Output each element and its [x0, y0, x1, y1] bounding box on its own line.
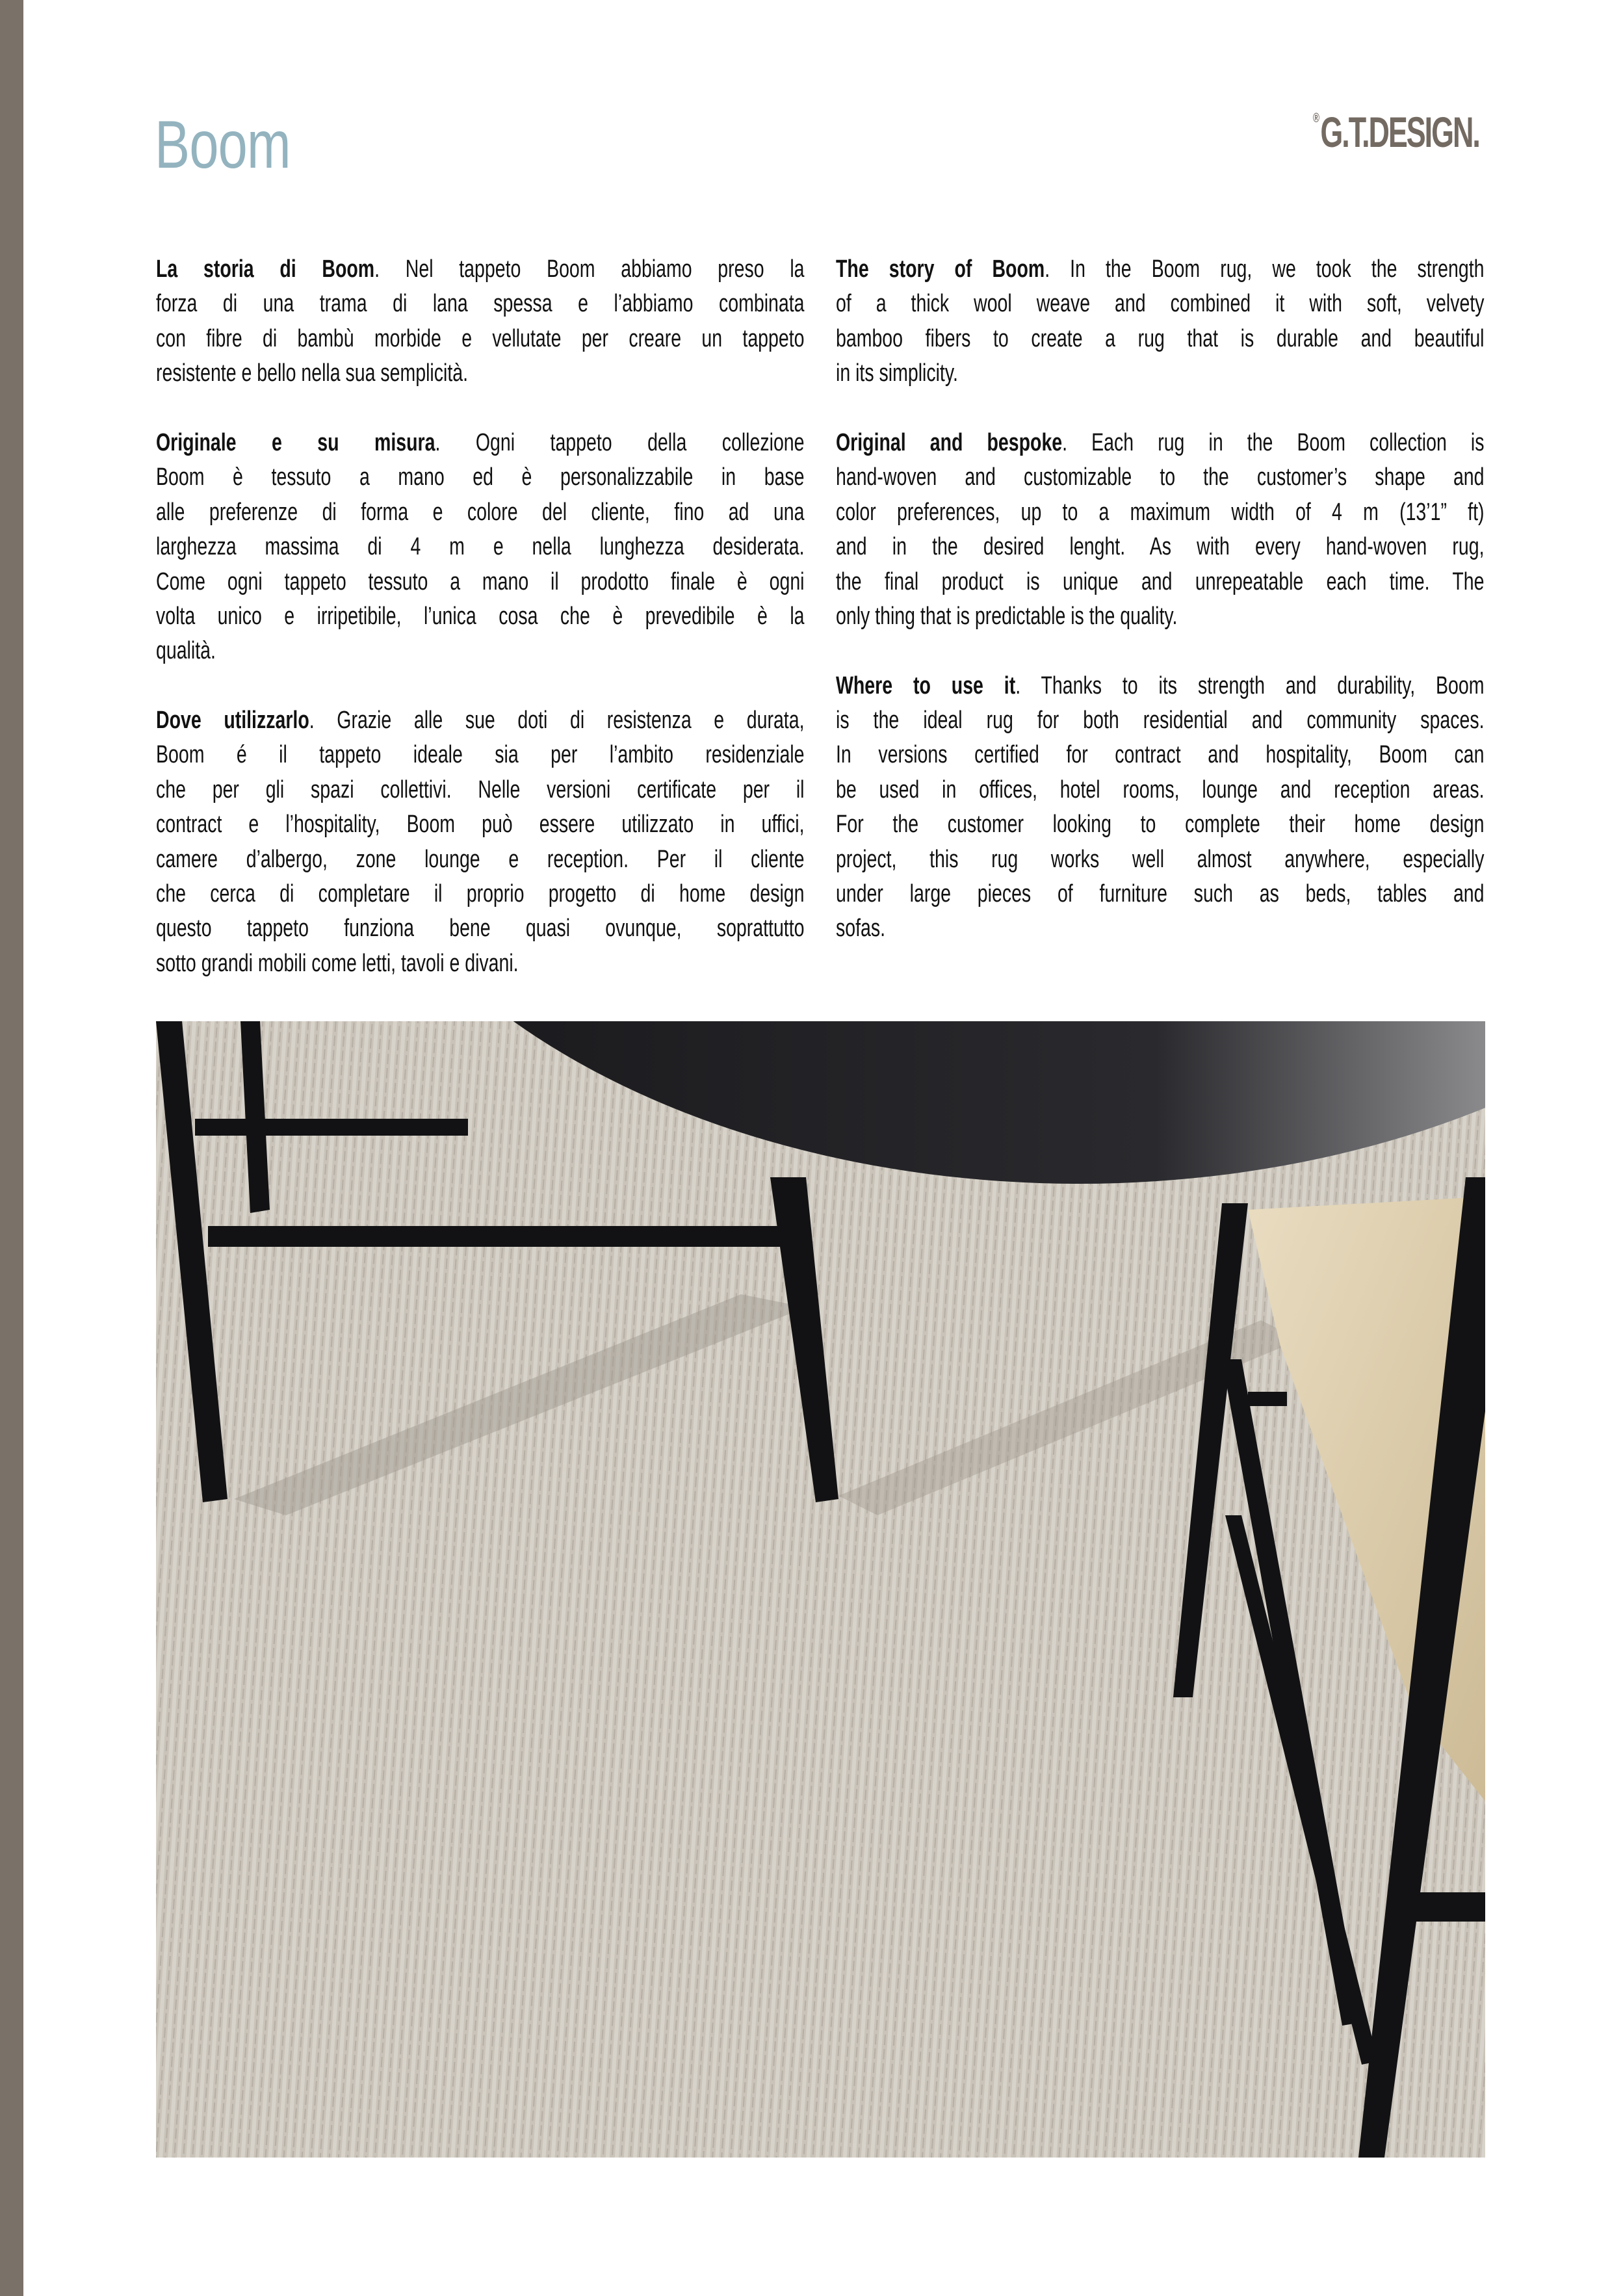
text-line — [156, 252, 805, 287]
product-photo — [156, 1021, 1485, 2158]
text-line — [836, 877, 1485, 911]
text-line — [156, 460, 805, 495]
paragraph — [836, 252, 1485, 391]
paragraph — [836, 426, 1485, 634]
line-text: . Thanks to its strength and durability, Boom — [1015, 672, 1485, 699]
text-line — [836, 911, 1485, 946]
text-line — [836, 807, 1485, 842]
text-line — [836, 669, 1485, 703]
line-text: contract e l’hospitality, Boom può essere utilizzato in uffici, — [156, 811, 805, 839]
paragraph — [156, 426, 805, 669]
rug-table-chairs-image — [156, 1021, 1485, 2158]
text-line — [156, 807, 805, 842]
text-line — [156, 634, 805, 668]
line-text: the final product is unique and unrepeatable each time. The — [836, 567, 1485, 595]
text-line — [156, 738, 805, 772]
text-line — [836, 252, 1485, 287]
paragraph — [156, 252, 805, 391]
line-text: Boom è tessuto a mano ed è personalizzabile in base — [156, 463, 805, 491]
text-line — [156, 356, 805, 391]
paragraph-lead: The story of Boom — [836, 255, 1045, 283]
page-title: Boom — [155, 107, 291, 183]
text-line — [836, 495, 1485, 530]
text-line — [156, 877, 805, 911]
text-line — [156, 703, 805, 738]
paragraph-lead: Originale e su misura — [156, 428, 435, 456]
line-text: volta unico e irripetibile, l’unica cosa che è prevedibile è la — [156, 602, 805, 630]
text-line — [836, 773, 1485, 807]
text-line — [156, 911, 805, 946]
line-text: qualità. — [156, 637, 216, 665]
line-text: alle preferenze di forma e colore del cliente, fino ad una — [156, 498, 805, 526]
line-text: sotto grandi mobili come letti, tavoli e divani. — [156, 949, 519, 977]
text-line — [836, 287, 1485, 321]
text-line — [836, 356, 1485, 391]
line-text: Boom é il tappeto ideale sia per l’ambito residenziale — [156, 741, 805, 769]
brand-name: G.T.DESIGN. — [1320, 108, 1479, 156]
text-line — [836, 460, 1485, 495]
text-line — [156, 599, 805, 634]
line-text: of a thick wool weave and combined it with soft, velvety — [836, 290, 1485, 318]
text-line — [156, 842, 805, 877]
registered-mark: ® — [1313, 111, 1320, 125]
line-text: and in the desired lenght. As with every hand-woven rug, — [836, 533, 1485, 561]
text-line — [836, 703, 1485, 738]
paragraph-lead: Where to use it — [836, 672, 1016, 699]
text-line — [156, 946, 805, 981]
text-line — [156, 426, 805, 460]
text-line — [836, 599, 1485, 634]
line-text: resistente e bello nella sua semplicità. — [156, 359, 469, 387]
paragraph-lead: Original and bespoke — [836, 428, 1063, 456]
text-line — [836, 842, 1485, 877]
brand-logo — [1313, 108, 1479, 156]
line-text: . Each rug in the Boom collection is — [1062, 428, 1485, 456]
line-text: che cerca di completare il proprio progetto di home design — [156, 880, 805, 908]
line-text: hand-woven and customizable to the customer’s shape and — [836, 463, 1485, 491]
italian-text-column — [156, 252, 805, 1016]
text-line — [836, 738, 1485, 772]
rug-texture — [156, 1021, 1485, 2158]
text-line — [836, 565, 1485, 599]
text-line — [156, 322, 805, 356]
text-line — [156, 530, 805, 564]
line-text: in its simplicity. — [836, 359, 958, 387]
line-text: color preferences, up to a maximum width of 4 m (13’1” ft) — [836, 498, 1485, 526]
paragraph-lead: La storia di Boom — [156, 255, 375, 283]
line-text: bamboo fibers to create a rug that is durable and beautiful — [836, 324, 1485, 352]
line-text: . In the Boom rug, we took the strength — [1045, 255, 1485, 283]
line-text: project, this rug works well almost anywhere, especially — [836, 845, 1485, 873]
line-text: under large pieces of furniture such as beds, tables and — [836, 880, 1485, 908]
text-line — [156, 773, 805, 807]
line-text: camere d’albergo, zone lounge e reception. Per il cliente — [156, 845, 805, 873]
line-text: forza di una trama di lana spessa e l’abbiamo combinata — [156, 290, 805, 318]
line-text: be used in offices, hotel rooms, lounge and reception areas. — [836, 776, 1485, 803]
line-text: con fibre di bambù morbide e vellutate per creare un tappeto — [156, 324, 805, 352]
line-text: larghezza massima di 4 m e nella lunghezza desiderata. — [156, 533, 805, 561]
paragraph-lead: Dove utilizzarlo — [156, 707, 309, 735]
text-line — [156, 495, 805, 530]
line-text: questo tappeto funziona bene quasi ovunque, soprattutto — [156, 915, 805, 943]
line-text: sofas. — [836, 915, 886, 943]
line-text: only thing that is predictable is the quality. — [836, 602, 1178, 630]
line-text: For the customer looking to complete their home design — [836, 811, 1485, 839]
side-color-bar — [0, 0, 23, 2296]
line-text: . Ogni tappeto della collezione — [435, 428, 805, 456]
text-line — [156, 287, 805, 321]
line-text: . Nel tappeto Boom abbiamo preso la — [374, 255, 805, 283]
line-text: che per gli spazi collettivi. Nelle versioni certificate per il — [156, 776, 805, 803]
text-line — [836, 530, 1485, 564]
text-line — [156, 565, 805, 599]
paragraph — [156, 703, 805, 981]
paragraph — [836, 669, 1485, 946]
line-text: Come ogni tappeto tessuto a mano il prodotto finale è ogni — [156, 567, 805, 595]
line-text: is the ideal rug for both residential and community spaces. — [836, 707, 1485, 735]
text-line — [836, 322, 1485, 356]
line-text: . Grazie alle sue doti di resistenza e durata, — [309, 707, 805, 735]
english-text-column — [836, 252, 1485, 981]
line-text: In versions certified for contract and hospitality, Boom can — [836, 741, 1485, 769]
text-line — [836, 426, 1485, 460]
